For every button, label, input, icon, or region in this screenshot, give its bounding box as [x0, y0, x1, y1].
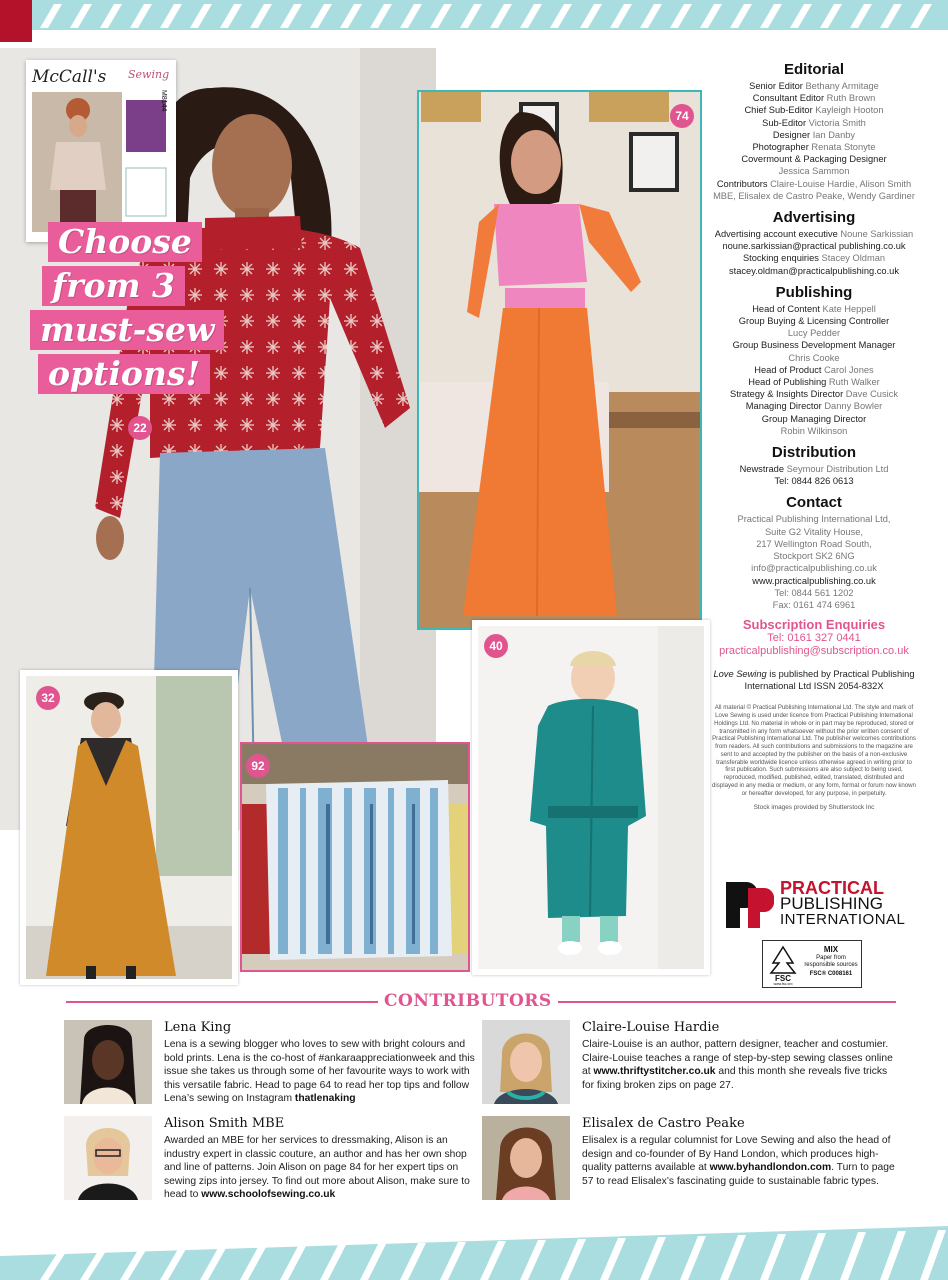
staff-name: Noune Sarkissian: [840, 229, 914, 240]
contributor-name: Claire-Louise Hardie: [582, 1020, 720, 1035]
staff-name: Kayleigh Hooton: [815, 105, 884, 116]
phone: Tel: 0844 826 0613: [774, 476, 854, 487]
role: Group Business Development Manager: [732, 340, 896, 351]
role: Senior Editor: [749, 81, 803, 91]
pinafore-photo: [20, 670, 238, 985]
fsc-tree-icon: [769, 945, 797, 985]
contributor-bio: [164, 1038, 484, 1106]
promo-line-3: must-sew: [30, 310, 224, 350]
fsc-code: FSC® C008161: [809, 971, 853, 977]
contributor-name: Lena King: [164, 1020, 232, 1035]
ppi-line-3: INTERNATIONAL: [780, 911, 906, 928]
role: Advertising account executive: [714, 229, 838, 240]
subscription-phone: Tel: 0161 327 0441: [767, 632, 861, 645]
publishing-section: [712, 283, 916, 437]
role: Photographer: [752, 142, 809, 153]
bottom-stripe-border: [0, 1226, 948, 1280]
role: Designer: [772, 129, 811, 140]
fsc-brand: FSC: [775, 974, 791, 983]
page-badge-40[interactable]: 40: [484, 634, 508, 658]
fsc-label: [762, 940, 862, 988]
advertising-section: [712, 208, 916, 277]
address-line: Suite G2 Vitality House,: [764, 526, 863, 537]
bio-text: Awarded an MBE for her services to dressmaking, Alison is an industry expert in classic couture, an author and has her own shop and line of patterns. Join Alison on page 84 for her expert tips on sewing zips into jersey. To find out more about Alison, make sure to head to: [164, 1135, 470, 1201]
instagram-handle[interactable]: thatlenaking: [294, 1093, 356, 1105]
contributors-heading: CONTRIBUTORS: [378, 990, 558, 1012]
staff-name: Kate Heppell: [822, 303, 876, 314]
address-line: Stockport SK2 6NG: [773, 551, 855, 562]
staff-name: Lucy Pedder: [787, 328, 841, 339]
contributor-name: Elisalex de Castro Peake: [582, 1116, 745, 1131]
email-link[interactable]: stacey.oldman@practicalpublishing.co.uk: [729, 265, 899, 276]
email-link[interactable]: info@practicalpublishing.co.uk: [751, 563, 877, 574]
staff-name: Victoria Smith: [808, 117, 866, 128]
role: Head of Content: [752, 303, 820, 314]
bio-text: Lena is a sewing blogger who loves to sew with bright colours and bold prints. Lena is the co-host of #ankaraappreciationweek and this issue she takes us through some of her favourite ways to work with this versatile fabric. Head to page 64 to read her top tips and follow Lena’s sewing on Instagram: [164, 1039, 475, 1105]
page-badge-22[interactable]: 22: [128, 416, 152, 440]
lena-king-avatar: [64, 1020, 152, 1104]
bio-text: and this month she reveals five tricks for fixing broken zips on page 27.: [582, 1066, 888, 1091]
contact-heading: Contact: [786, 494, 842, 512]
promo-line-4: options!: [38, 354, 210, 394]
published-by-text: is published by Practical Publishing International Ltd ISSN 2054-832X: [744, 669, 915, 692]
bio-text: Claire-Louise is an author, pattern designer, teacher and costumier. Claire-Louise teaches a range of step-by-step sewing classes online at: [582, 1039, 893, 1078]
contributor-bio: [582, 1038, 902, 1092]
distribution-section: [712, 443, 916, 487]
top-stripe-border: [0, 0, 948, 30]
staff-name: Jessica Sammon: [778, 166, 850, 177]
address-line: 217 Wellington Road South,: [756, 538, 872, 549]
role: Group Buying & Licensing Controller: [738, 316, 890, 327]
website-link[interactable]: www.thriftystitcher.co.uk: [593, 1066, 716, 1078]
phone: Tel: 0844 561 1202: [774, 587, 854, 598]
contact-section: [712, 493, 916, 611]
staff-name: Dave Cusick: [845, 389, 898, 400]
staff-name: Claire-Louise Hardie, Alison Smith MBE, Elisalex de Castro Peake, Wendy Gardiner: [713, 178, 915, 201]
website-link[interactable]: www.practicalpublishing.co.uk: [752, 575, 876, 586]
mccalls-sewing-label: Sewing: [128, 68, 170, 81]
pattern-code: M8144: [160, 90, 167, 112]
fsc-sources: responsible sources: [804, 962, 858, 968]
publishing-heading: Publishing: [775, 283, 853, 301]
contributor-bio: [582, 1134, 902, 1188]
staff-name: Ruth Brown: [826, 93, 876, 104]
role: Strategy & Insights Director: [730, 389, 844, 400]
address-line: Practical Publishing International Ltd,: [737, 514, 891, 525]
ppi-line-2: PUBLISHING: [780, 894, 883, 913]
bio-text: Elisalex is a regular columnist for Love Sewing and also the head of design and co-founder of By Hand London, which produces high-quality patterns available at: [582, 1135, 891, 1174]
email-link[interactable]: noune.sarkissian@practical publishing.co.uk: [722, 241, 906, 252]
ppi-mark-icon: [726, 882, 774, 928]
editorial-section: [712, 60, 916, 202]
contributor-name: Alison Smith MBE: [164, 1116, 285, 1131]
advertising-heading: Advertising: [772, 209, 856, 227]
role: Sub-Editor: [762, 117, 807, 128]
claire-louise-hardie-avatar: [482, 1020, 570, 1104]
mccalls-pattern-card: [26, 60, 176, 242]
promo-line-1: Choose: [48, 222, 202, 262]
kid-dressing-gown-photo: [472, 620, 710, 975]
ppi-wordmark: [780, 880, 905, 928]
staff-name: Ruth Walker: [828, 377, 880, 388]
section-tab: [0, 0, 32, 42]
role: Consultant Editor: [752, 93, 825, 104]
role: Newstrade: [739, 464, 785, 475]
alison-smith-avatar: [64, 1116, 152, 1200]
ppi-line-1: PRACTICAL: [780, 878, 884, 898]
staff-name: Renata Stonyte: [811, 142, 876, 153]
staff-name: Carol Jones: [824, 364, 874, 375]
role: Head of Product: [754, 364, 822, 375]
contributor-bio: [164, 1134, 484, 1202]
subscription-email[interactable]: practicalpublishing@subscription.co.uk: [719, 645, 909, 658]
page-badge-74[interactable]: 74: [670, 104, 694, 128]
mccalls-logo: McCall's: [32, 67, 107, 87]
legal-notice: All material © Practical Publishing International Ltd. The style and mark of Love Sewing is used under licence from Practical Publishing International Holdings Ltd. No material in whole or in part may be reproduced, stored or transmitted in any form whatsoever without the prior written consent of Practical Publishing International Ltd. The publisher welcomes contributions from readers. All such contributions and submissions to the magazine are sent to and accepted by the publisher on the basis of a non-exclusive transferable worldwide licence unless otherwise agreed in writing prior to first publication. Such submissions are also subject to being used, reproduced, modified, published, edited, translated, distributed and displayed in any media or medium, or any form, format or forum now known or hereafter developed, for any purpose, in perpetuity.: [712, 704, 916, 797]
practical-publishing-logo: [726, 880, 906, 932]
elisalex-avatar: [482, 1116, 570, 1200]
fax: Fax: 0161 474 6961: [772, 599, 856, 610]
website-link[interactable]: www.byhandlondon.com: [709, 1162, 832, 1174]
staff-name: Bethany Armitage: [805, 81, 879, 91]
role: Head of Publishing: [748, 377, 827, 388]
website-link[interactable]: www.schoolofsewing.co.uk: [201, 1189, 336, 1201]
role: Contributors: [716, 178, 768, 189]
staff-name: Seymour Distribution Ltd: [786, 464, 889, 475]
staff-name: Danny Bowler: [824, 401, 883, 412]
promo-line-2: from 3: [42, 266, 185, 306]
role: Managing Director: [745, 401, 822, 412]
cushion-photo: [240, 742, 470, 972]
editorial-heading: Editorial: [783, 61, 844, 78]
distribution-heading: Distribution: [771, 444, 857, 462]
staff-credits: [712, 60, 916, 814]
fsc-text: [803, 945, 859, 978]
page-badge-92[interactable]: 92: [246, 754, 270, 778]
role: Covermount & Packaging Designer: [741, 154, 887, 165]
page-badge-32[interactable]: 32: [36, 686, 60, 710]
staff-name: Chris Cooke: [788, 352, 840, 363]
bio-text: . Turn to page 57 to read Elisalex’s fascinating guide to sustainable fabric types.: [582, 1162, 895, 1187]
subscription-heading: Subscription Enquiries: [742, 617, 886, 633]
role: Group Managing Director: [761, 413, 867, 424]
role: Chief Sub-Editor: [744, 105, 813, 116]
fsc-paper: Paper from: [816, 955, 846, 961]
magazine-title: Love Sewing: [713, 669, 767, 680]
staff-name: Stacey Oldman: [821, 253, 886, 264]
staff-name: Robin Wilkinson: [780, 425, 848, 436]
fsc-url: www.fsc.org: [773, 982, 793, 985]
role: Stocking enquiries: [742, 253, 819, 264]
stock-images-credit: Stock images provided by Shutterstock Inc: [753, 803, 875, 811]
published-by: [712, 668, 916, 692]
fsc-mix: MIX: [823, 945, 839, 954]
dress-photo: [417, 90, 702, 630]
staff-name: Ian Danby: [812, 129, 856, 140]
